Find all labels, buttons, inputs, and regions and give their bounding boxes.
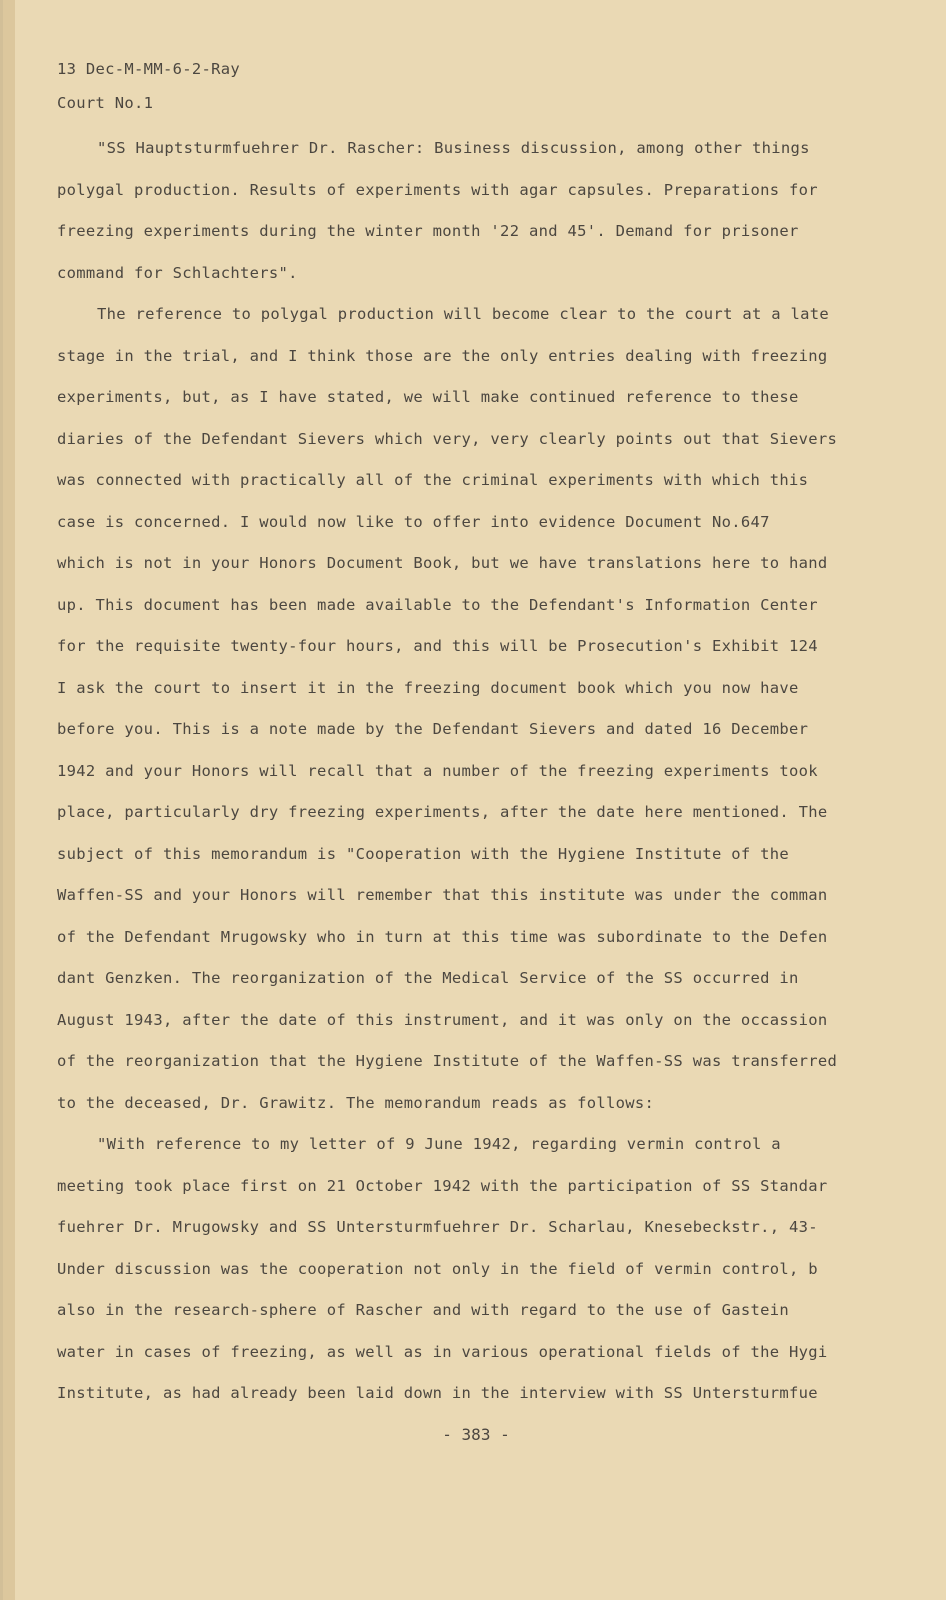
text-line: Under discussion was the cooperation not only in the field of vermin control, b xyxy=(57,1259,818,1278)
text-line: 1942 and your Honors will recall that a number of the freezing experiments took xyxy=(57,761,818,780)
text-line: The reference to polygal production will become clear to the court at a late xyxy=(97,305,830,323)
text-line: to the deceased, Dr. Grawitz. The memorandum reads as follows: xyxy=(57,1093,655,1112)
text-line: polygal production. Results of experiments with agar capsules. Preparations for xyxy=(57,180,818,199)
text-line: also in the research-sphere of Rascher and with regard to the use of Gastein xyxy=(57,1301,790,1319)
text-line: freezing experiments during the winter month '22 and 45'. Demand for prisoner xyxy=(57,222,799,240)
text-line: was connected with practically all of the criminal experiments with which this xyxy=(57,471,809,489)
page-edge-stain xyxy=(3,0,15,1600)
text-line: meeting took place first on 21 October 1942 with the participation of SS Standar xyxy=(57,1176,828,1195)
text-line: I ask the court to insert it in the freezing document book which you now have xyxy=(57,678,799,697)
page-number: - 383 - xyxy=(442,1425,510,1444)
text-line: of the Defendant Mrugowsky who in turn at this time was subordinate to the Defen xyxy=(57,927,828,946)
text-line: stage in the trial, and I think those are the only entries dealing with freezing xyxy=(57,346,828,365)
text-line: before you. This is a note made by the Defendant Sievers and dated 16 December xyxy=(57,720,809,738)
text-line: "SS Hauptsturmfuehrer Dr. Rascher: Business discussion, among other things xyxy=(97,139,810,157)
text-line: of the reorganization that the Hygiene Institute of the Waffen-SS was transferred xyxy=(57,1052,838,1070)
text-line: Waffen-SS and your Honors will remember that this institute was under the comman xyxy=(57,886,828,904)
text-line: place, particularly dry freezing experiments, after the date here mentioned. The xyxy=(57,803,828,821)
text-line: Institute, as had already been laid down in the interview with SS Untersturmfue xyxy=(57,1384,818,1402)
text-line: case is concerned. I would now like to offer into evidence Document No.647 xyxy=(57,512,770,531)
text-line: which is not in your Honors Document Book, but we have translations here to hand xyxy=(57,554,828,572)
text-line: experiments, but, as I have stated, we will make continued reference to these xyxy=(57,388,799,406)
text-line: water in cases of freezing, as well as in various operational fields of the Hygi xyxy=(57,1342,828,1361)
court-number: Court No.1 xyxy=(57,94,154,112)
spacer xyxy=(57,120,925,128)
text-line: up. This document has been made available to the Defendant's Information Center xyxy=(57,595,818,614)
text-line: dant Genzken. The reorganization of the Medical Service of the SS occurred in xyxy=(57,969,799,987)
text-line: for the requisite twenty-four hours, and this will be Prosecution's Exhibit 124 xyxy=(57,637,818,655)
text-line: fuehrer Dr. Mrugowsky and SS Untersturmfuehrer Dr. Scharlau, Knesebeckstr., 43- xyxy=(57,1218,818,1236)
document-reference: 13 Dec-M-MM-6-2-Ray xyxy=(57,60,241,78)
text-line: "With reference to my letter of 9 June 1942, regarding vermin control a xyxy=(97,1135,781,1153)
text-line: subject of this memorandum is "Cooperation with the Hygiene Institute of the xyxy=(57,844,790,863)
text-line: August 1943, after the date of this instrument, and it was only on the occassion xyxy=(57,1010,828,1029)
document-text xyxy=(57,52,925,1415)
text-line: command for Schlachters". xyxy=(57,263,298,282)
text-line: diaries of the Defendant Sievers which very, very clearly points out that Sievers xyxy=(57,429,838,448)
